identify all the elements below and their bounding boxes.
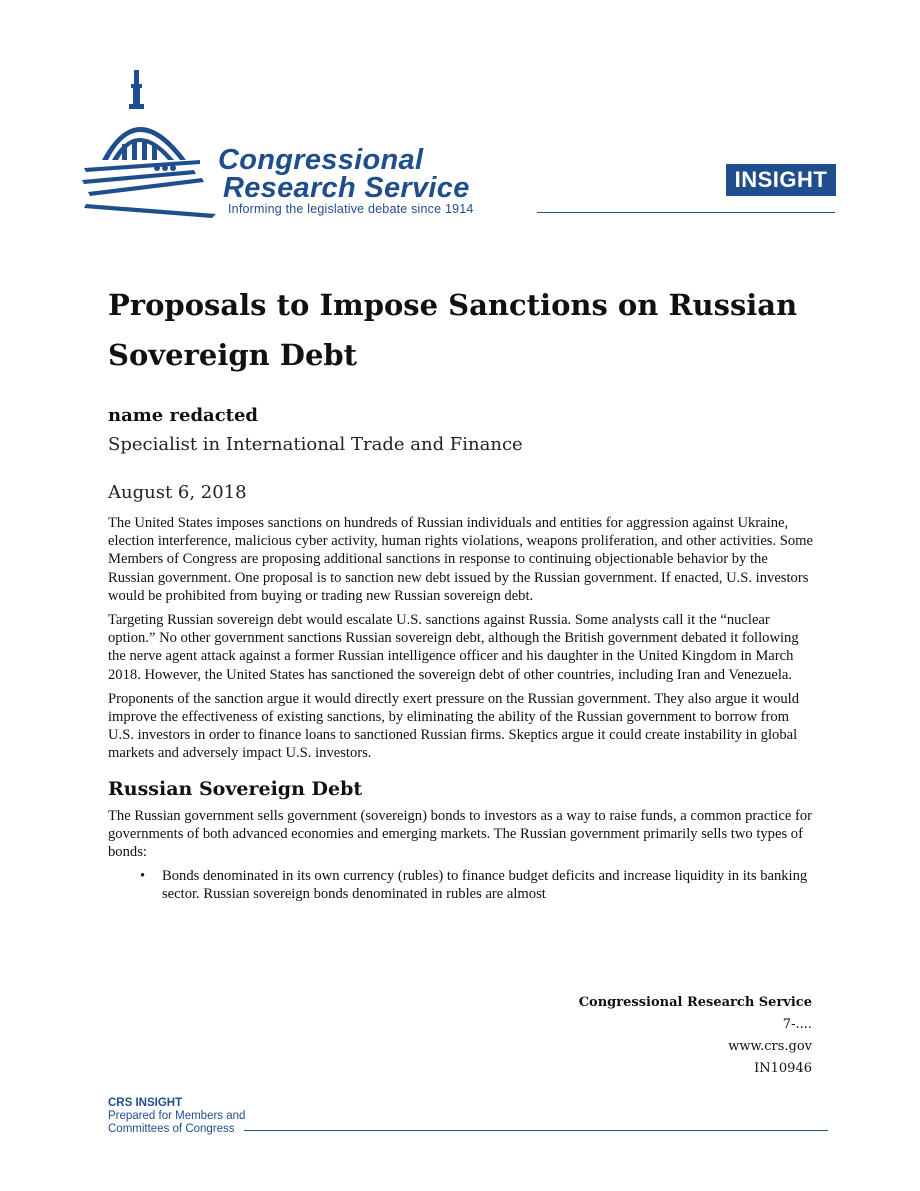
author-name: name redacted <box>108 405 259 426</box>
footer-org: Congressional Research Service <box>578 995 812 1010</box>
header-rule <box>537 212 835 213</box>
page-footer <box>579 992 812 1080</box>
list-item-text: Bonds denominated in its own currency (rubles) to finance budget deficits and increase liquidity in its banking sector. Russian sovereign bonds denominated in rubles are almost <box>162 868 808 903</box>
capitol-dome-icon <box>82 64 222 224</box>
list-item <box>108 867 814 903</box>
footer-url[interactable]: www.crs.gov <box>728 1039 812 1054</box>
prepared-line: Prepared for Members and <box>108 1110 246 1122</box>
author-role: Specialist in International Trade and Finance <box>108 434 523 455</box>
insight-badge: INSIGHT <box>726 164 836 196</box>
series-label <box>108 1097 245 1136</box>
footer-id: IN10946 <box>754 1061 812 1076</box>
publication-date: August 6, 2018 <box>108 482 247 503</box>
paragraph: The United States imposes sanctions on hundreds of Russian individuals and entities for aggression against Ukraine, election interference, malicious cyber activity, human rights violations, weapons proliferation, and other activities. Some Members of Congress are proposing additional sanctions in response to continuing objectionable behavior by the Russian government. One proposal is to sanction new debt issued by the Russian government. If enacted, U.S. investors would be prohibited from buying or trading new Russian sovereign debt. <box>108 515 814 604</box>
crs-logo <box>82 64 842 224</box>
footer-code: 7-.... <box>782 1017 812 1032</box>
paragraph: Targeting Russian sovereign debt would escalate U.S. sanctions against Russia. Some analysts call it the “nuclear option.” No other government sanctions Russian sovereign debt, although the British government debated it following the nerve agent attack against a former Russian intelligence officer and his daughter in the United Kingdom in March 2018. However, the United States has sanctioned the sovereign debt of other countries, including Iran and Venezuela. <box>108 612 799 683</box>
footer-rule <box>244 1130 828 1131</box>
paragraph: The Russian government sells government (sovereign) bonds to investors as a way to raise funds, a common practice for governments of both advanced economies and emerging markets. The Russian government primarily sells two types of bonds: <box>108 807 812 861</box>
prepared-line: Committees of Congress <box>108 1123 235 1135</box>
section-heading: Russian Sovereign Debt <box>108 777 363 800</box>
page-title: Proposals to Impose Sanctions on Russian Sovereign Debt <box>108 288 798 372</box>
logo-wordmark-line2: Research Service <box>223 172 470 204</box>
series-title: CRS INSIGHT <box>108 1097 183 1109</box>
logo-wordmark-line1: Congressional <box>218 144 424 176</box>
bullet-list <box>108 867 814 903</box>
logo-tagline: Informing the legislative debate since 1914 <box>228 202 474 216</box>
document-body <box>108 514 814 904</box>
paragraph: Proponents of the sanction argue it would directly exert pressure on the Russian government. They also argue it would improve the effectiveness of existing sanctions, by eliminating the ability of the Russian government to borrow from U.S. investors in order to finance loans to sanctioned Russian firms. Skeptics argue it could create instability in global markets and adversely impact U.S. investors. <box>108 690 800 762</box>
bullet-icon: • <box>140 868 146 885</box>
